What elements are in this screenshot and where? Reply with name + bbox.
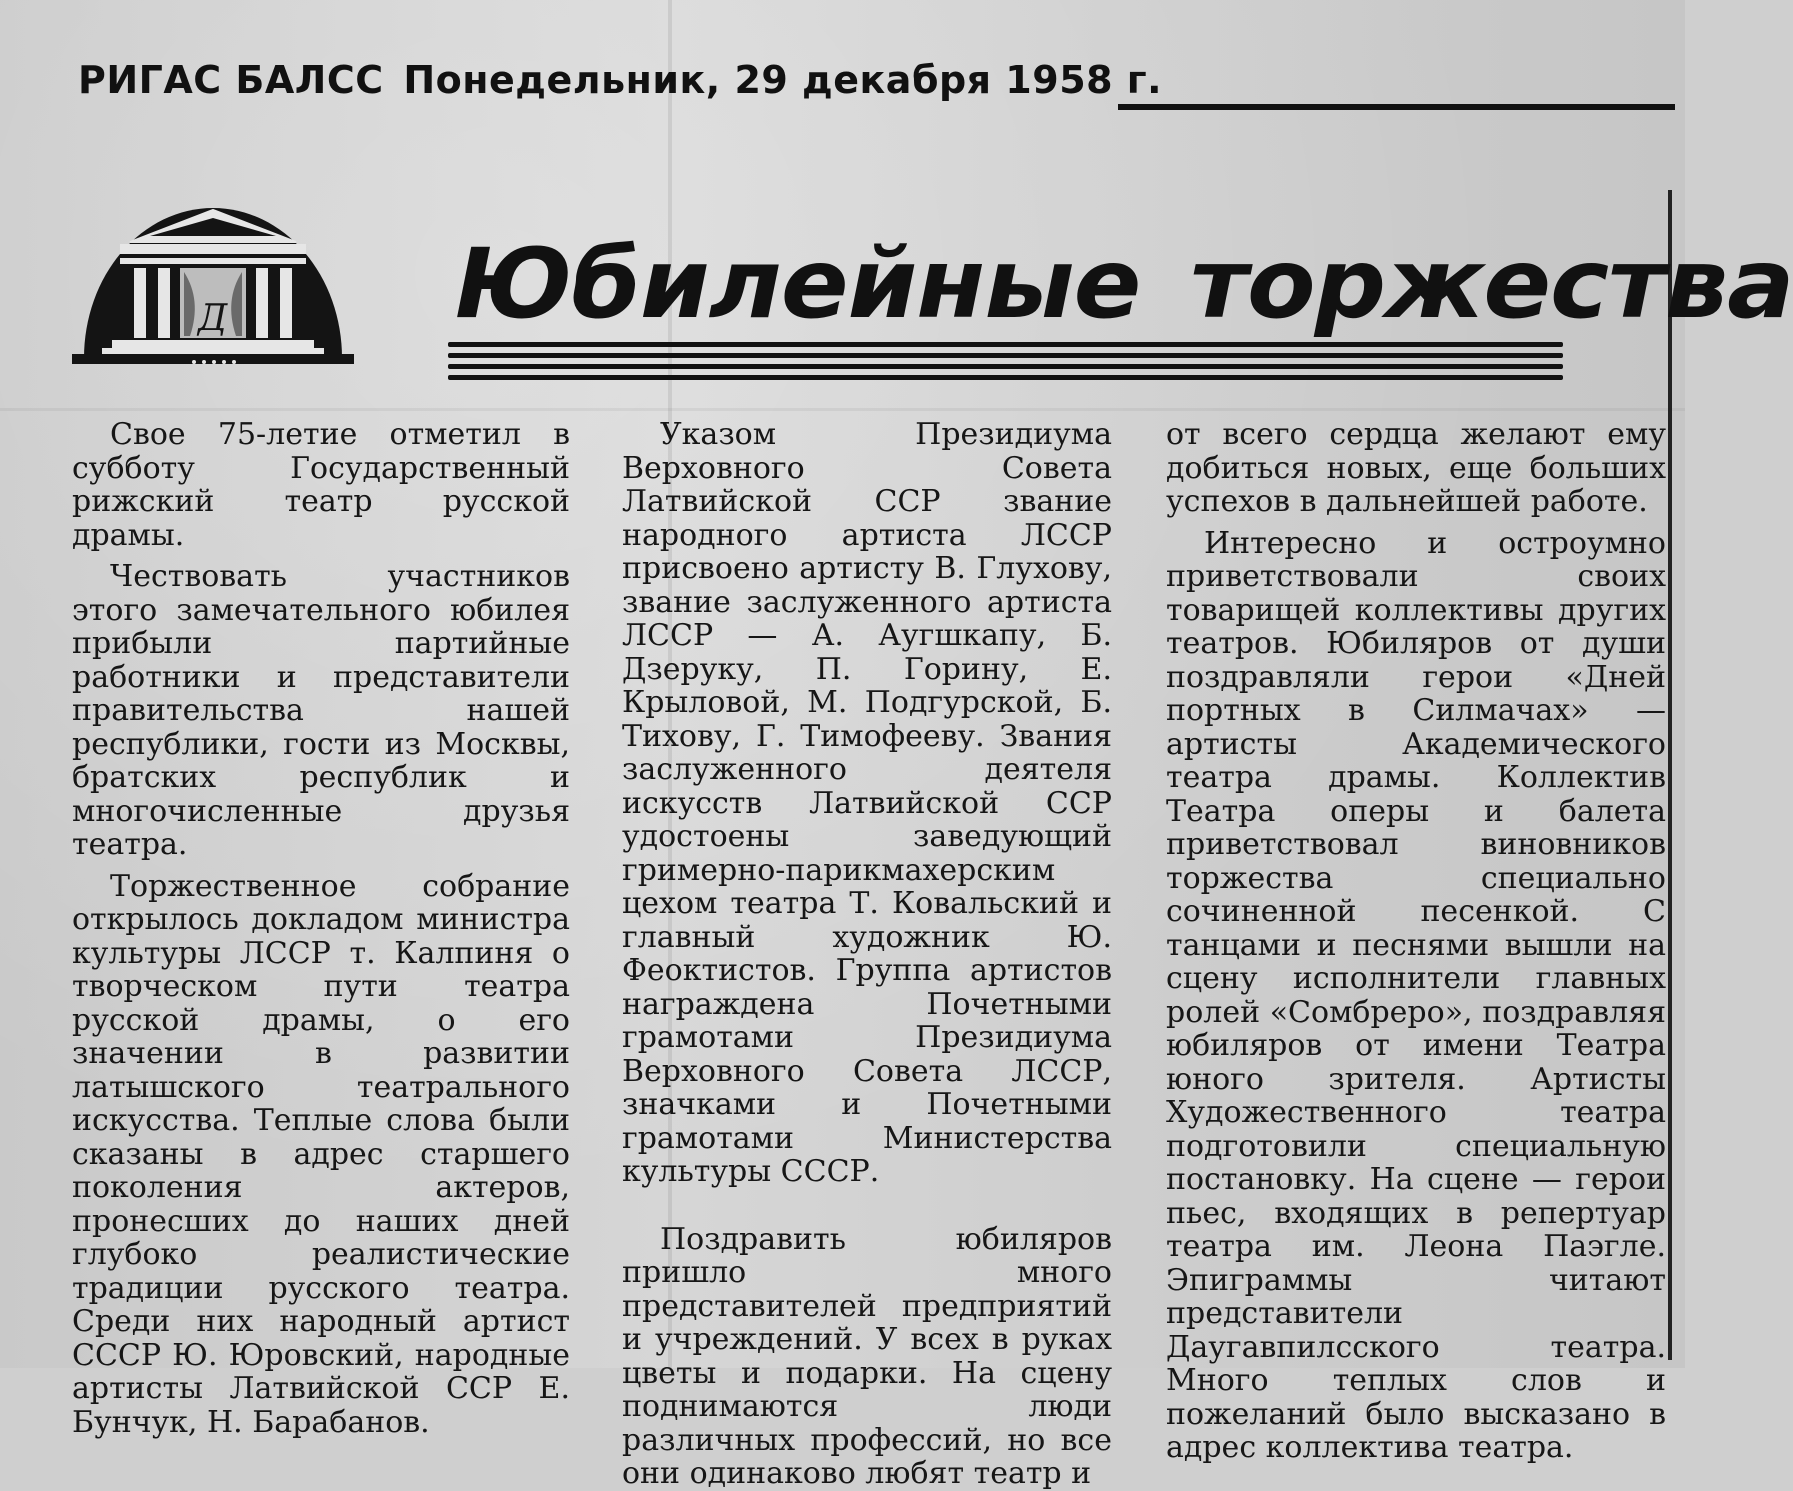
- column-edge-rule: [1668, 190, 1672, 1360]
- svg-text:Д: Д: [198, 298, 228, 339]
- article-column-2: [622, 418, 1112, 1491]
- headline-word-1: Юбилейные: [455, 228, 1141, 340]
- paragraph: Указом Президиума Верховного Совета Латвийской ССР звание народного артиста ЛССР присвоено артисту В. Глухову, звание заслуженного артиста ЛССР — А. Аугшкапу, Б. Дзеруку, П. Горину, Е. Крыловой, М. Подгурской, Б. Тихову, Г. Тимофееву. Звания заслуженного деятеля искусств Латвийской ССР удостоены заведующий гримерно-парикмахерским цехом театра Т. Ковальский и главный художник Ю. Феоктистов. Группа артистов награждена Почетными грамотами Президиума Верховного Совета ЛССР, значками и Почетными грамотами Министерства культуры СССР.: [622, 417, 1112, 1189]
- issue-date: Понедельник, 29 декабря 1958 г.: [403, 58, 1163, 102]
- headline-word-2: торжества: [1190, 228, 1793, 340]
- paper-fold-horizontal: [0, 408, 1685, 411]
- paragraph: Поздравить юбиляров пришло много представителей предприятий и учреждений. У всех в руках цветы и подарки. На сцену поднимаются люди различных профессий, но все они одинаково любят театр и: [622, 1221, 1112, 1491]
- headline-underline-rules: [448, 342, 1563, 390]
- newspaper-name: РИГАС БАЛСС: [78, 58, 384, 102]
- paragraph: Чествовать участников этого замечательного юбилея прибыли партийные работники и представители правительства нашей республики, гости из Москвы, братских республик и многочисленные друзья театра.: [72, 559, 570, 862]
- headline: [455, 228, 1793, 340]
- theatre-building-icon: [72, 180, 354, 380]
- masthead: [78, 58, 1162, 102]
- article-column-3: [1166, 418, 1666, 1465]
- paragraph: Свое 75-летие отметил в субботу Государственный рижский театр русской драмы.: [72, 417, 570, 553]
- paragraph: Торжественное собрание открылось докладом министра культуры ЛССР т. Калпиня о творческом пути театра русской драмы, о его значении в развитии латышского театрального искусства. Теплые слова были сказаны в адрес старшего поколения актеров, пронесших до наших дней глубоко реалистические традиции русского театра. Среди них народный артист СССР Ю. Юровский, народные артисты Латвийской ССР Е. Бунчук, Н. Барабанов.: [72, 868, 570, 1440]
- article-column-1: [72, 418, 570, 1439]
- paragraph: Интересно и остроумно приветствовали своих товарищей коллективы других театров. Юбиляров от души поздравляли герои «Дней портных в Силмачах» — артисты Академического театра драмы. Коллектив Театра оперы и балета приветствовал виновников торжества специально сочиненной песенкой. С танцами и песнями вышли на сцену исполнители главных ролей «Сомбреро», поздравляя юбиляров от имени Театра юного зрителя. Артисты Художественного театра подготовили специальную постановку. На сцене — герои пьес, входящих в репертуар театра им. Леона Паэгле. Эпиграммы читают представители Даугавпилсского театра. Много теплых слов и пожеланий было высказано в адрес коллектива театра.: [1166, 525, 1666, 1465]
- masthead-rule: [1118, 104, 1675, 110]
- paragraph: от всего сердца желают ему добиться новых, еще больших успехов в дальнейшей работе.: [1166, 417, 1666, 519]
